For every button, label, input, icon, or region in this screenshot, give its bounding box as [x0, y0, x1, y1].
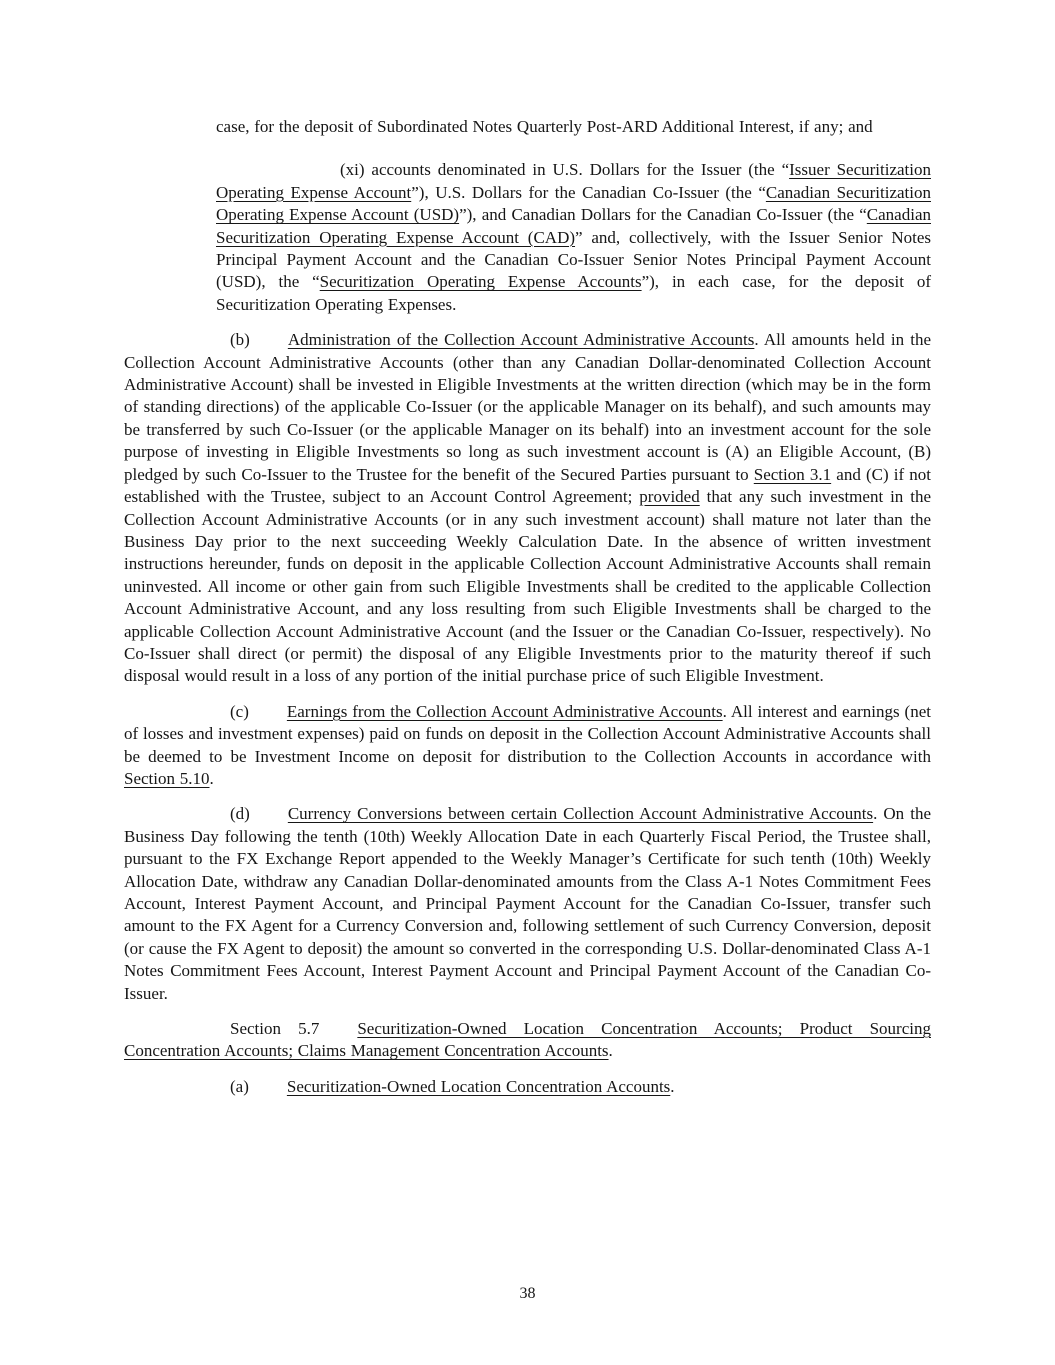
text-run: case, for the deposit of Subordinated Notes Quarterly Post-ARD Additional Interest, if any; and — [216, 117, 873, 136]
paragraph-a-securitization-owned — [124, 1076, 931, 1098]
text-run: (b) — [230, 330, 250, 350]
underlined-text-run: Administration of the Collection Account Administrative Accounts — [287, 330, 755, 350]
text-run: (a) — [230, 1076, 249, 1096]
text-run: . — [670, 1076, 675, 1096]
text-run: (c) — [230, 701, 249, 721]
underlined-text-run: Securitization-Owned Location Concentration Accounts; Product Sourcing Concentration Accounts; Claims Management Concentration Accounts — [124, 1019, 931, 1061]
document-body — [124, 116, 931, 1098]
text-run: and (C) if not established with the Trustee, subject to an Account Control Agreement; — [124, 464, 931, 507]
underlined-text-run: provided — [639, 487, 700, 507]
text-run: ”), and Canadian Dollars for the Canadian Co-Issuer (the “ — [459, 205, 867, 225]
underlined-text-run: Section 5.10 — [124, 768, 210, 788]
text-run: Section 5.7 — [230, 1019, 320, 1039]
underlined-text-run: Earnings from the Collection Account Administrative Accounts — [286, 701, 723, 721]
text-run: ” and, collectively, with the Issuer Senior Notes Principal Payment Account and the Canadian Co-Issuer Senior Notes Principal Payment Account (USD), the “ — [216, 227, 931, 292]
paragraph-continuation — [216, 116, 931, 138]
text-run: ”), in each case, for the deposit of Securitization Operating Expenses. — [216, 272, 931, 314]
paragraph-c-earnings — [124, 701, 931, 791]
paragraph-d-currency-conversions — [124, 803, 931, 1005]
underlined-text-run: Issuer Securitization Operating Expense Account — [216, 160, 931, 202]
text-run: that any such investment in the Collection Account Administrative Accounts (or in any such investment account) shall mature not later than the Business Day prior to the next succeeding Weekly Calculation Date. In the absence of written investment instructions hereunder, funds on deposit in the applicable Collection Account Administrative Accounts shall remain uninvested. All income or other gain from such Eligible Investments shall be credited to the applicable Collection Account Administrative Account, and any loss resulting from such Eligible Investments shall be charged to the applicable Collection Account Administrative Account (and the Issuer or the Canadian Co-Issuer, respectively). No Co-Issuer shall direct (or permit) the disposal of any Eligible Investments prior to the maturity thereof if such disposal would result in a loss of any portion of the initial purchase price of such Eligible Investment. — [124, 487, 931, 686]
text-run: . — [608, 1041, 613, 1061]
text-run: . All amounts held in the Collection Account Administrative Accounts (other than any Canadian Dollar-denominated Collection Account Administrative Account) shall be invested in Eligible Investments at the written direction (which may be in the form of standing directions) of the applicable Co-Issuer (or the applicable Manager on its behalf), and such amounts may be transferred by such Co-Issuer (or the applicable Manager on its behalf) into an investment account for the sole purpose of investing in Eligible Investments so long as such investment account is (A) an Eligible Account, (B) pledged by such Co-Issuer to the Trustee for the benefit of the Secured Parties pursuant to — [124, 330, 931, 484]
text-run: (d) — [230, 804, 250, 824]
text-run: . All interest and earnings (net of losses and investment expenses) paid on funds on deposit in the Collection Account Administrative Accounts shall be deemed to be Investment Income on deposit for distribution to the Collection Accounts in accordance with — [124, 701, 931, 766]
underlined-text-run: Securitization-Owned Location Concentration Accounts — [286, 1076, 671, 1096]
text-run: ”), U.S. Dollars for the Canadian Co-Issuer (the “ — [411, 182, 766, 202]
underlined-text-run: Securitization Operating Expense Accounts — [319, 272, 642, 292]
text-run: . On the Business Day following the tenth (10th) Weekly Allocation Date in each Quarterly Fiscal Period, the Trustee shall, pursuant to the FX Exchange Report appended to the Weekly Manager’s Certificate for such tenth (10th) Weekly Allocation Date, withdraw any Canadian Dollar-denominated amounts from the Class A-1 Notes Commitment Fees Account, Interest Payment Account, and Principal Payment Account for the Canadian Co-Issuer, transfer such amount to the FX Agent for a Currency Conversion and, following settlement of such Currency Conversion, deposit (or cause the FX Agent to deposit) the amount so converted in the corresponding U.S. Dollar-denominated Class A-1 Notes Commitment Fees Account, Interest Payment Account and Principal Payment Account of the Canadian Co-Issuer. — [124, 804, 932, 1003]
page-number: 38 — [519, 1285, 536, 1302]
underlined-text-run: Currency Conversions between certain Collection Account Administrative Accounts — [287, 804, 874, 824]
underlined-text-run: Canadian Securitization Operating Expense Account (USD) — [216, 182, 931, 225]
text-run: (xi) accounts denominated in U.S. Dollars for the Issuer (the “ — [340, 160, 790, 180]
section-5-7-heading — [124, 1018, 931, 1063]
paragraph-b-administration — [124, 329, 931, 688]
underlined-text-run: Section 3.1 — [753, 464, 832, 484]
underlined-text-run: Canadian Securitization Operating Expense Account (CAD) — [216, 205, 931, 247]
text-run: . — [209, 768, 214, 788]
paragraph-clause-xi — [216, 159, 931, 316]
